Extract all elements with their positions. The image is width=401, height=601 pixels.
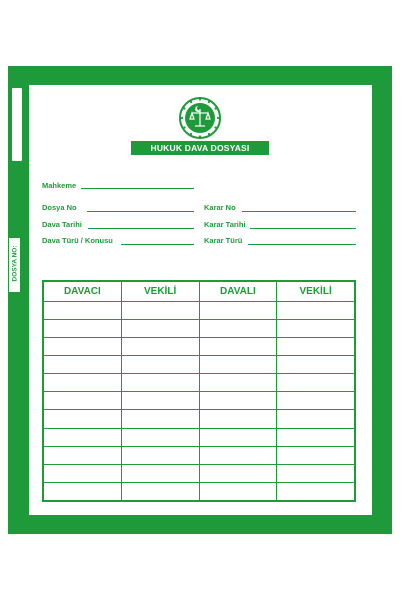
table-body — [44, 302, 355, 501]
table-cell[interactable] — [277, 320, 355, 338]
label-mahkeme: Mahkeme — [42, 181, 77, 190]
table-cell[interactable] — [121, 464, 199, 482]
header-vekili-1: VEKİLİ — [121, 282, 199, 302]
table-cell[interactable] — [277, 302, 355, 320]
karar-turu-input-line[interactable] — [248, 244, 356, 245]
table-cell[interactable] — [277, 410, 355, 428]
table-row — [44, 320, 355, 338]
table-cell[interactable] — [199, 338, 277, 356]
label-karar-no: Karar No — [204, 203, 236, 212]
table-cell[interactable] — [199, 374, 277, 392]
table-cell[interactable] — [277, 464, 355, 482]
label-dosya-no: Dosya No — [42, 203, 77, 212]
table-cell[interactable] — [199, 392, 277, 410]
table-row — [44, 338, 355, 356]
header-vekili-2: VEKİLİ — [277, 282, 355, 302]
table-row — [44, 446, 355, 464]
table-header-row — [44, 282, 355, 302]
table-cell[interactable] — [121, 302, 199, 320]
table-row — [44, 410, 355, 428]
mahkeme-input-line[interactable] — [81, 188, 194, 189]
table-cell[interactable] — [121, 374, 199, 392]
table-cell[interactable] — [199, 302, 277, 320]
spine-label: DOSYA NO: — [11, 245, 19, 282]
justice-scales-emblem-icon — [178, 96, 222, 140]
table-cell[interactable] — [121, 356, 199, 374]
table-cell[interactable] — [121, 410, 199, 428]
table-cell[interactable] — [199, 428, 277, 446]
table-row — [44, 482, 355, 500]
table-cell[interactable] — [277, 482, 355, 500]
header-davaci: DAVACI — [44, 282, 122, 302]
table-cell[interactable] — [44, 356, 122, 374]
table-cell[interactable] — [199, 320, 277, 338]
table-cell[interactable] — [44, 428, 122, 446]
dosya-no-input-line[interactable] — [87, 211, 194, 212]
table-row — [44, 302, 355, 320]
table-cell[interactable] — [277, 338, 355, 356]
table-cell[interactable] — [199, 356, 277, 374]
label-karar-turu: Karar Türü — [204, 236, 243, 245]
table-cell[interactable] — [44, 302, 122, 320]
table-cell[interactable] — [121, 428, 199, 446]
table-cell[interactable] — [277, 428, 355, 446]
table-cell[interactable] — [199, 464, 277, 482]
parties-table — [42, 280, 356, 502]
table-cell[interactable] — [44, 320, 122, 338]
karar-tarihi-input-line[interactable] — [250, 228, 356, 229]
table-cell[interactable] — [44, 392, 122, 410]
table-cell[interactable] — [277, 446, 355, 464]
karar-no-input-line[interactable] — [242, 211, 356, 212]
table-cell[interactable] — [44, 464, 122, 482]
table-cell[interactable] — [44, 338, 122, 356]
spine-label-box — [9, 238, 20, 292]
table-cell[interactable] — [44, 410, 122, 428]
form-title-banner: HUKUK DAVA DOSYASI — [131, 141, 269, 155]
table-cell[interactable] — [121, 482, 199, 500]
header-davali: DAVALI — [199, 282, 277, 302]
table-cell[interactable] — [277, 356, 355, 374]
table-row — [44, 428, 355, 446]
table-cell[interactable] — [199, 482, 277, 500]
table-cell[interactable] — [121, 392, 199, 410]
table-cell[interactable] — [121, 446, 199, 464]
table-cell[interactable] — [121, 320, 199, 338]
table-cell[interactable] — [44, 482, 122, 500]
table-cell[interactable] — [44, 446, 122, 464]
table-row — [44, 392, 355, 410]
table-cell[interactable] — [199, 410, 277, 428]
label-karar-tarihi: Karar Tarihi — [204, 220, 246, 229]
table-row — [44, 356, 355, 374]
label-tab — [12, 88, 22, 161]
dava-tarihi-input-line[interactable] — [88, 228, 194, 229]
table-cell[interactable] — [121, 338, 199, 356]
table-cell[interactable] — [277, 392, 355, 410]
label-dava-turu: Dava Türü / Konusu — [42, 236, 113, 245]
dava-turu-input-line[interactable] — [121, 244, 194, 245]
table-cell[interactable] — [199, 446, 277, 464]
table-cell[interactable] — [44, 374, 122, 392]
table-cell[interactable] — [277, 374, 355, 392]
label-dava-tarihi: Dava Tarihi — [42, 220, 82, 229]
table-row — [44, 374, 355, 392]
table-row — [44, 464, 355, 482]
